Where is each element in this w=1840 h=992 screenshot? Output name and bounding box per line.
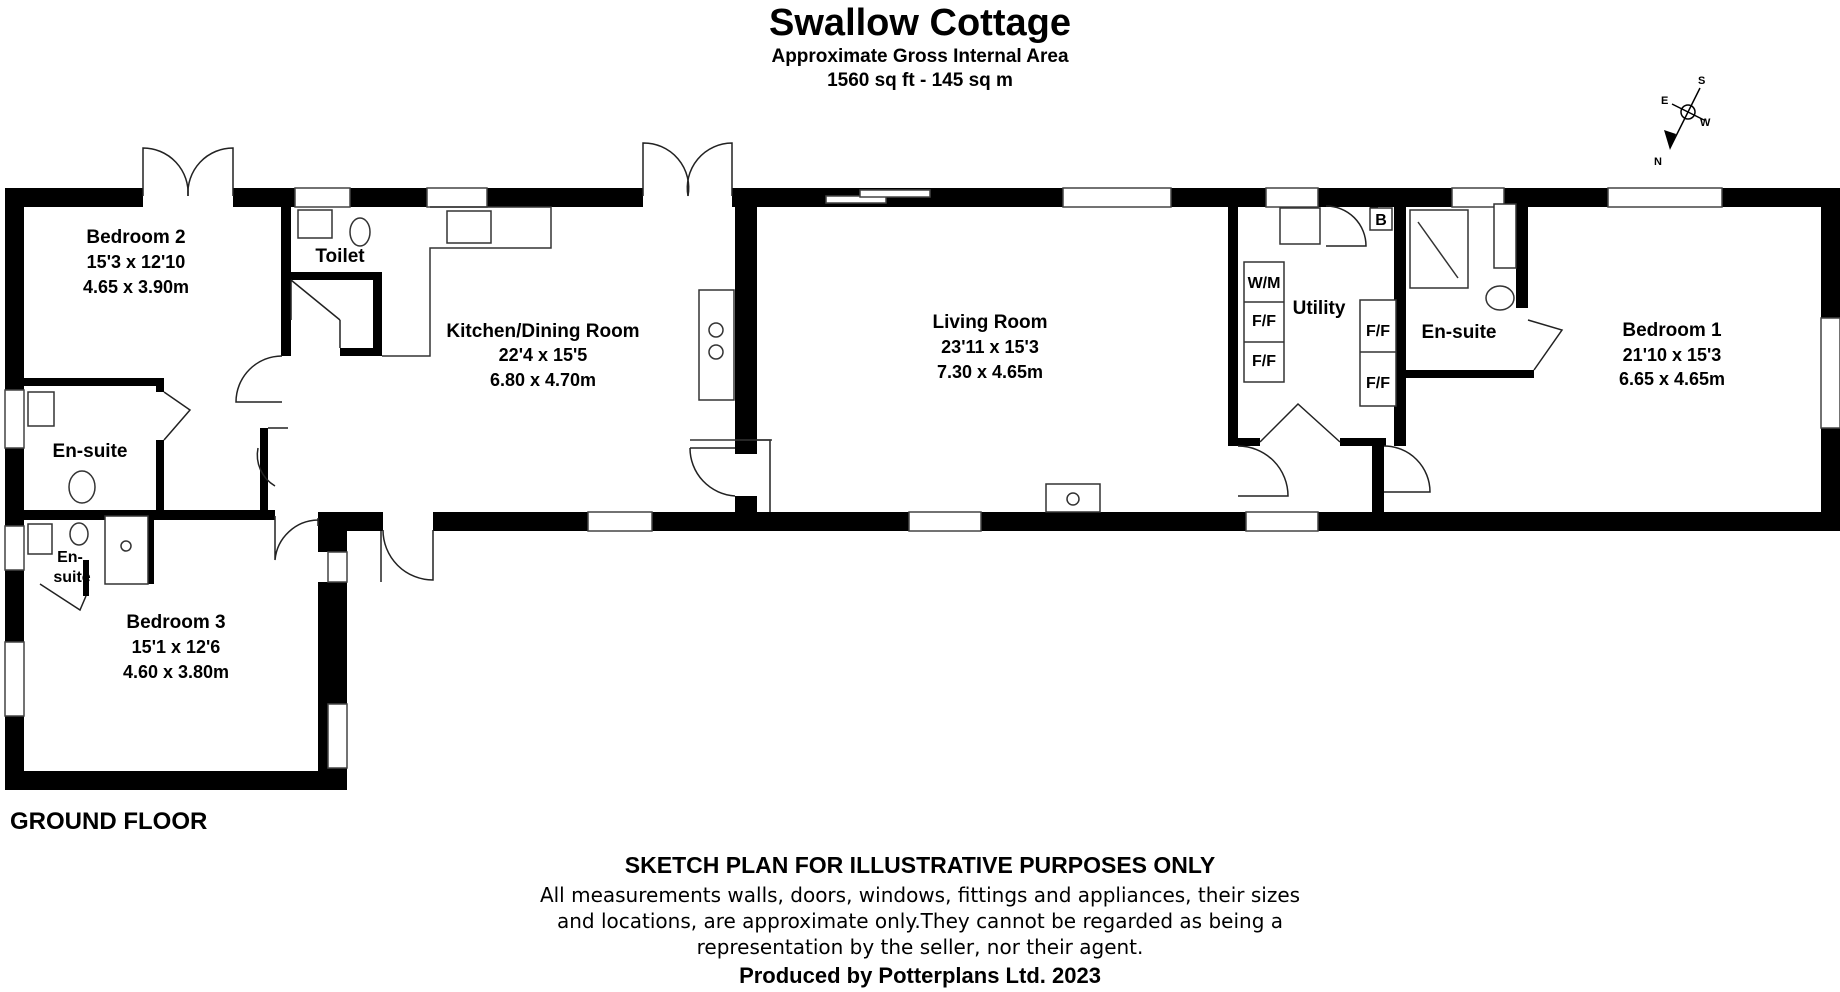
disclaimer-line-2: and locations, are approximate only.They cannot be regarded as being a [557,909,1283,933]
walls [5,188,1840,790]
doors [40,143,1562,610]
utility-boiler: B [1375,212,1387,229]
kitchen-name: Kitchen/Dining Room [446,321,640,342]
utility-sink-icon [1280,208,1320,244]
compass-n: N [1654,156,1662,168]
utility-ff-2: F/F [1252,353,1276,370]
compass-e: E [1661,95,1669,107]
basin-icon [28,524,52,554]
bedroom2-name: Bedroom 2 [86,227,186,248]
ensuite1-name: En-suite [1421,322,1497,343]
utility-ff-1: F/F [1252,313,1276,330]
compass-w: W [1700,117,1711,129]
area-subtitle: Approximate Gross Internal Area [771,46,1069,67]
utility-wm: W/M [1247,275,1281,292]
bedroom1-name: Bedroom 1 [1622,320,1722,341]
living-name: Living Room [932,312,1048,333]
floor-label: GROUND FLOOR [10,808,208,835]
kitchen-metric: 6.80 x 4.70m [489,370,597,390]
ensuite3-line2: suite [53,569,91,586]
ensuite3-line1: En- [57,549,83,566]
kitchen-imperial: 22'4 x 15'5 [498,345,588,365]
wc-icon [1486,286,1514,310]
bedroom2-metric: 4.65 x 3.90m [82,277,190,297]
compass-s: S [1698,75,1706,87]
interior-walls [5,188,1534,596]
produced-by: Produced by Potterplans Ltd. 2023 [739,963,1101,988]
bedroom1-imperial: 21'10 x 15'3 [1622,345,1722,365]
toilet-name: Toilet [315,246,365,267]
bedroom3-metric: 4.60 x 3.80m [122,662,230,682]
disclaimer-line-3: representation by the seller, nor their agent. [696,935,1144,959]
plan-title: Swallow Cottage [769,2,1071,44]
windows [5,188,1840,768]
wc-icon [350,218,370,246]
compass-icon [1654,75,1711,168]
utility-ff-3: F/F [1366,323,1390,340]
basin-icon [1494,204,1516,268]
living-metric: 7.30 x 4.65m [936,362,1044,382]
room-labels [53,212,1726,682]
disclaimer-heading: SKETCH PLAN FOR ILLUSTRATIVE PURPOSES ONLY [624,852,1216,878]
utility-ff-4: F/F [1366,375,1390,392]
bedroom1-metric: 6.65 x 4.65m [1618,369,1726,389]
wc-icon [69,471,95,503]
area-value: 1560 sq ft - 145 sq m [827,70,1013,91]
utility-name: Utility [1292,298,1346,319]
ensuite2-name: En-suite [52,441,128,462]
bedroom2-imperial: 15'3 x 12'10 [86,252,186,272]
bedroom3-imperial: 15'1 x 12'6 [131,637,221,657]
kitchen-sink-icon [447,211,491,243]
bedroom3-name: Bedroom 3 [126,612,226,633]
basin-icon [298,210,332,238]
basin-icon [28,392,54,426]
disclaimer-line-1: All measurements walls, doors, windows, fittings and appliances, their sizes [539,883,1301,907]
living-imperial: 23'11 x 15'3 [941,337,1039,357]
wc-icon [70,523,88,545]
